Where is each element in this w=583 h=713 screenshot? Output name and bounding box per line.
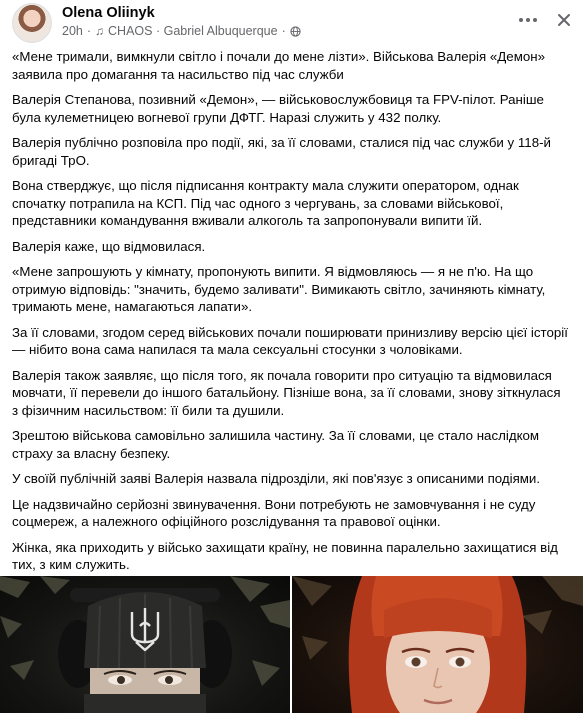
photo-woman-red-hair[interactable] [292, 576, 583, 713]
post-paragraph: Жінка, яка приходить у військо захищати країну, не повинна паралельно захищатися від тих, з ким служить. [12, 539, 558, 572]
meta-separator: · [281, 24, 286, 38]
post-meta [62, 24, 301, 38]
more-horizontal-icon [518, 17, 538, 23]
post-paragraph: «Мене запрошують у кімнату, пропонують випити. Я відмовляюсь — я не п'ю. На що отримую відповідь: "значить, будемо заливати". Вимикають світло, зачиняють кімнату, тримають мене, намагаються лапати». [12, 264, 546, 314]
post-paragraph: Валерія публічно розповіла про події, які, за її словами, сталися під час служби у 118-й бригаді ТрО. [12, 135, 551, 168]
photo-woman-illustration [292, 576, 583, 713]
post-time[interactable]: 20h [62, 24, 83, 38]
music-note-icon: ♫ [95, 24, 105, 38]
close-icon [557, 13, 571, 27]
post-header [0, 0, 583, 44]
author-name[interactable]: Olena Oliinyk [62, 5, 155, 21]
post-paragraph: Це надзвичайно серйозні звинувачення. Вони потребують не замовчування і не суду соцмереж, а належного офіційного розслідування та правової оцінки. [12, 496, 536, 529]
globe-icon [290, 26, 301, 37]
photo-soldier-illustration [0, 576, 290, 713]
post-paragraph: Вона стверджує, що після підписання контракту мала служити оператором, однак спочатку потрапила на КСП. Під час одного з чергувань, за словами військової, представники командування вживали алкоголь та запропонували випити їй. [12, 178, 519, 228]
post-paragraph: У своїй публічній заяві Валерія назвала підрозділи, які пов'язує з описаними подіями. [12, 471, 541, 486]
photo-soldier-balaclava[interactable] [0, 576, 290, 713]
photo-grid [0, 576, 583, 713]
audio-track[interactable]: CHAOS · Gabriel Albuquerque [108, 24, 278, 38]
post-paragraph: Валерія також заявляє, що після того, як почала говорити про ситуацію та відмовилася мовчати, її перевели до іншого батальйону. Пізніше вона, за її словами, знову зіткнулася з фізичним насильством: її били та душили. [12, 367, 561, 418]
meta-separator: · [86, 24, 92, 38]
post-paragraph: «Мене тримали, вимкнули світло і почали до мене лізти». Військова Валерія «Демон» заявила про домагання та насильство під час служби [12, 49, 545, 82]
post-paragraph: За її словами, згодом серед військових почали поширювати принизливу версію цієї історії — нібито вона сама напилася та мала сексуальні стосунки з чоловіками. [12, 324, 568, 357]
post-body [12, 48, 568, 617]
close-button[interactable] [552, 8, 576, 32]
post-paragraph: Валерія каже, що відмовилася. [12, 238, 206, 254]
post-paragraph: Зрештою військова самовільно залишила частину. За її словами, це стало наслідком страху за власну безпеку. [12, 428, 540, 461]
more-options-button[interactable] [516, 8, 540, 32]
author-avatar[interactable] [12, 3, 52, 43]
post-paragraph: Валерія Степанова, позивний «Демон», — військовослужбовиця та FPV-пілот. Раніше була кулеметницею вогневої групи ДФТГ. Наразі служить у 432 полку. [12, 92, 544, 125]
